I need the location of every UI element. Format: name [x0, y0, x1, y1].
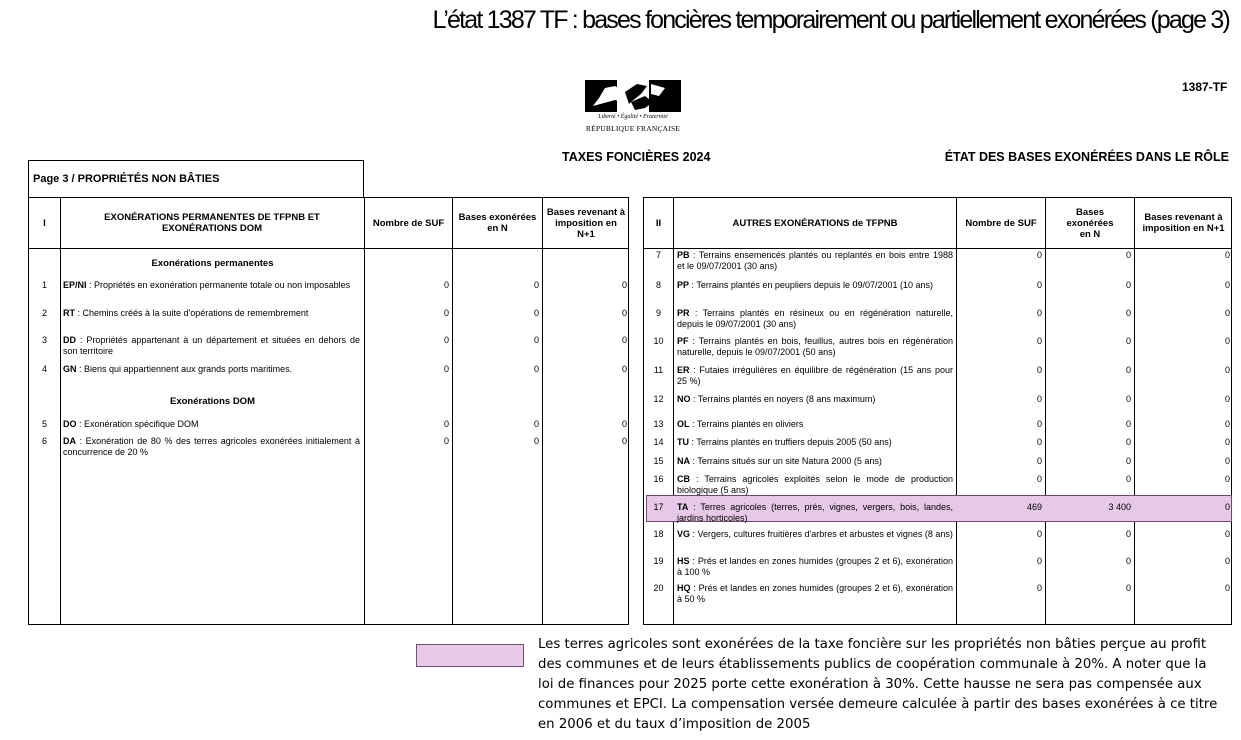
value-bases-n: 0	[1125, 474, 1131, 484]
right-header-imposition: Bases revenant à imposition en N+1	[1142, 212, 1225, 234]
value-suf: 0	[443, 335, 449, 345]
right-roman-header: II	[655, 217, 662, 229]
exemption-description: : Prés et landes en zones humides (groupes 2 et 6), exonération à 100 %	[677, 556, 953, 577]
value-bases-n: 0	[533, 280, 539, 290]
value-imposition-n1: 0	[621, 364, 627, 374]
value-bases-n: 0	[1125, 556, 1131, 566]
row-number: 2	[41, 308, 47, 318]
value-bases-n: 0	[533, 308, 539, 318]
row-label	[677, 502, 953, 524]
exemption-code: DO	[63, 419, 77, 429]
row-label	[677, 419, 953, 430]
taxes-title: TAXES FONCIÈRES 2024	[562, 150, 711, 164]
value-bases-n: 3 400	[1108, 502, 1131, 512]
value-bases-n: 0	[1125, 308, 1131, 318]
value-suf: 0	[1036, 556, 1042, 566]
exemption-code: PF	[677, 336, 689, 346]
marianne-emblem-icon	[585, 80, 681, 112]
row-label	[677, 250, 953, 272]
row-label	[677, 556, 953, 578]
value-imposition-n1: 0	[1224, 529, 1230, 539]
row-number: 7	[655, 250, 661, 260]
left-header-imposition: Bases revenant à imposition en N+1	[546, 206, 626, 240]
explanatory-note: Les terres agricoles sont exonérées de la taxe foncière sur les propriétés non bâties perçue au profit des communes et de leurs établissements publics de coopération communale à 20%. A noter que la loi de finances pour 2025 porte cette exonération à 30%. Cette hausse ne sera pas compensée aux communes et EPCI. La compensation versée demeure calculée à partir des bases exonérées à ce titre en 2006 et du taux d’imposition de 2005	[538, 637, 1218, 732]
exemption-code: DD	[63, 335, 76, 345]
value-bases-n: 0	[1125, 394, 1131, 404]
right-exemptions-table	[643, 197, 1232, 625]
exemption-description: : Exonération spécifique DOM	[76, 419, 199, 429]
value-bases-n: 0	[1125, 280, 1131, 290]
exemption-code: OL	[677, 419, 690, 429]
exemption-code: PR	[677, 308, 690, 318]
row-number: 8	[655, 280, 661, 290]
value-bases-n: 0	[533, 364, 539, 374]
republic-text: RÉPUBLIQUE FRANÇAISE	[585, 124, 681, 133]
exemption-description: : Propriétés en exonération permanente totale ou non imposables	[86, 280, 351, 290]
exemption-description: : Terrains plantés en bois, feuillus, autres bois en régénération naturelle, depuis le 09/07/2001 (50 ans)	[677, 336, 953, 357]
value-suf: 0	[1036, 529, 1042, 539]
marianne-logo	[584, 80, 682, 136]
exemption-code: PB	[677, 250, 690, 260]
value-suf: 0	[443, 436, 449, 446]
exemption-code: NO	[677, 394, 691, 404]
value-suf: 0	[1036, 456, 1042, 466]
value-suf: 0	[1036, 474, 1042, 484]
value-bases-n: 0	[1125, 456, 1131, 466]
row-number: 20	[653, 583, 664, 593]
exemption-description: : Vergers, cultures fruitières d'arbres et arbustes et vignes (8 ans)	[690, 529, 953, 539]
value-imposition-n1: 0	[1224, 308, 1230, 318]
row-label	[677, 336, 953, 358]
value-imposition-n1: 0	[621, 335, 627, 345]
row-number: 9	[655, 308, 661, 318]
exemption-description: : Terrains plantés en résineux ou en régénération naturelle, depuis le 09/07/2001 (30 ans)	[677, 308, 953, 329]
value-imposition-n1: 0	[621, 308, 627, 318]
value-imposition-n1: 0	[1224, 365, 1230, 375]
row-number: 1	[41, 280, 47, 290]
exemption-code: GN	[63, 364, 77, 374]
row-number: 5	[41, 419, 47, 429]
row-label	[63, 280, 360, 291]
value-imposition-n1: 0	[621, 419, 627, 429]
left-header-suf: Nombre de SUF	[372, 217, 445, 229]
value-imposition-n1: 0	[1224, 556, 1230, 566]
motto-text: Liberté • Égalité • Fraternité	[598, 114, 668, 120]
state-title: ÉTAT DES BASES EXONÉRÉES DANS LE RÔLE	[944, 150, 1229, 164]
value-suf: 0	[1036, 365, 1042, 375]
section-permanent: Exonérations permanentes	[151, 258, 274, 269]
row-number: 13	[653, 419, 664, 429]
legend-swatch	[416, 644, 524, 667]
exemption-description: : Terrains ensemencés plantés ou replantés en bois entre 1988 et le 09/07/2001 (30 ans)	[677, 250, 953, 271]
row-number: 16	[653, 474, 664, 484]
value-imposition-n1: 0	[1224, 474, 1230, 484]
exemption-description: : Prés et landes en zones humides (groupes 2 et 6), exonération à 50 %	[677, 583, 953, 604]
value-suf: 0	[443, 308, 449, 318]
row-label	[677, 437, 953, 448]
value-imposition-n1: 0	[621, 436, 627, 446]
value-bases-n: 0	[1125, 250, 1131, 260]
value-bases-n: 0	[1125, 583, 1131, 593]
form-code: 1387-TF	[1182, 80, 1228, 94]
row-number: 19	[653, 556, 664, 566]
left-roman-header: I	[43, 217, 46, 229]
left-header-label: EXONÉRATIONS PERMANENTES DE TFPNB ET EXONÉRATIONS DOM	[104, 212, 320, 234]
row-label	[63, 419, 360, 430]
value-imposition-n1: 0	[1224, 583, 1230, 593]
value-suf: 0	[443, 419, 449, 429]
value-suf: 0	[1036, 583, 1042, 593]
exemption-code: EP/NI	[63, 280, 87, 290]
value-suf: 0	[443, 280, 449, 290]
value-suf: 0	[1036, 336, 1042, 346]
right-header-suf: Nombre de SUF	[965, 217, 1037, 229]
row-number: 4	[41, 364, 47, 374]
value-bases-n: 0	[1125, 419, 1131, 429]
exemption-description: : Terrains agricoles exploités selon le mode de production biologique (5 ans)	[677, 474, 953, 495]
value-imposition-n1: 0	[1224, 394, 1230, 404]
value-bases-n: 0	[533, 335, 539, 345]
exemption-code: PP	[677, 280, 690, 290]
value-suf: 0	[1036, 308, 1042, 318]
left-header-bases: Bases exonérées en N	[458, 212, 537, 234]
exemption-description: : Propriétés appartenant à un département et situées en dehors de son territoire	[63, 335, 360, 356]
row-number: 3	[41, 335, 47, 345]
left-exemptions-table	[28, 197, 629, 625]
exemption-code: TA	[677, 502, 689, 512]
row-number: 17	[653, 502, 664, 512]
row-label	[677, 456, 953, 467]
row-label	[63, 335, 360, 357]
value-imposition-n1: 0	[1224, 502, 1230, 512]
exemption-description: : Futaies irrégulières en équilibre de régénération (15 ans pour 25 %)	[677, 365, 953, 386]
value-suf: 0	[1036, 419, 1042, 429]
row-number: 10	[653, 336, 664, 346]
row-label	[677, 365, 953, 387]
value-imposition-n1: 0	[621, 280, 627, 290]
exemption-description: : Terrains plantés en peupliers depuis le 09/07/2001 (10 ans)	[689, 280, 934, 290]
value-bases-n: 0	[533, 419, 539, 429]
row-number: 18	[653, 529, 664, 539]
exemption-code: DA	[63, 436, 76, 446]
row-number: 11	[653, 365, 664, 375]
exemption-code: TU	[677, 437, 689, 447]
row-number: 12	[653, 394, 664, 404]
exemption-description: : Exonération de 80 % des terres agricoles exonérées initialement à concurrence de 20 %	[63, 436, 360, 457]
row-label	[677, 474, 953, 496]
row-label	[677, 529, 953, 540]
value-imposition-n1: 0	[1224, 419, 1230, 429]
row-label	[63, 364, 360, 375]
value-suf: 0	[1036, 437, 1042, 447]
value-suf: 0	[1036, 280, 1042, 290]
exemption-description: : Chemins créés à la suite d'opérations de remembrement	[75, 308, 309, 318]
row-label	[63, 436, 360, 458]
value-imposition-n1: 0	[1224, 437, 1230, 447]
row-label	[63, 308, 360, 319]
right-header-label: AUTRES EXONÉRATIONS de TFPNB	[732, 217, 898, 229]
value-imposition-n1: 0	[1224, 280, 1230, 290]
row-number: 15	[653, 456, 664, 466]
exemption-code: HQ	[677, 583, 691, 593]
value-suf: 0	[1036, 250, 1042, 260]
exemption-code: RT	[63, 308, 75, 318]
value-suf: 0	[1036, 394, 1042, 404]
value-bases-n: 0	[533, 436, 539, 446]
row-label	[677, 394, 953, 405]
exemption-description: : Terrains plantés en truffiers depuis 2005 (50 ans)	[689, 437, 892, 447]
section-dom: Exonérations DOM	[170, 396, 255, 407]
value-bases-n: 0	[1125, 365, 1131, 375]
exemption-description: : Terrains plantés en noyers (8 ans maximum)	[690, 394, 876, 404]
slide-title: L’état 1387 TF : bases foncières temporairement ou partiellement exonérées (page 3)	[432, 6, 1229, 34]
right-header-bases: Bases exonérées en N	[1066, 206, 1114, 240]
row-number: 14	[653, 437, 664, 447]
row-label	[677, 280, 953, 291]
value-bases-n: 0	[1125, 437, 1131, 447]
exemption-code: NA	[677, 456, 690, 466]
row-label	[677, 308, 953, 330]
value-suf: 469	[1026, 502, 1042, 512]
value-imposition-n1: 0	[1224, 250, 1230, 260]
exemption-code: VG	[677, 529, 691, 539]
exemption-code: CB	[677, 474, 690, 484]
exemption-description: : Terrains situés sur un site Natura 2000 (5 ans)	[690, 456, 882, 466]
value-bases-n: 0	[1125, 529, 1131, 539]
value-imposition-n1: 0	[1224, 456, 1230, 466]
exemption-code: ER	[677, 365, 690, 375]
row-label	[677, 583, 953, 605]
value-suf: 0	[443, 364, 449, 374]
exemption-description: : Terres agricoles (terres, prés, vignes, vergers, bois, landes, jardins horticoles)	[677, 502, 953, 523]
value-imposition-n1: 0	[1224, 336, 1230, 346]
exemption-code: HS	[677, 556, 690, 566]
exemption-description: : Biens qui appartiennent aux grands ports maritimes.	[76, 364, 293, 374]
value-bases-n: 0	[1125, 336, 1131, 346]
row-number: 6	[41, 436, 47, 446]
page-label: Page 3 / PROPRIÉTÉS NON BÂTIES	[28, 160, 364, 198]
exemption-description: : Terrains plantés en oliviers	[689, 419, 804, 429]
